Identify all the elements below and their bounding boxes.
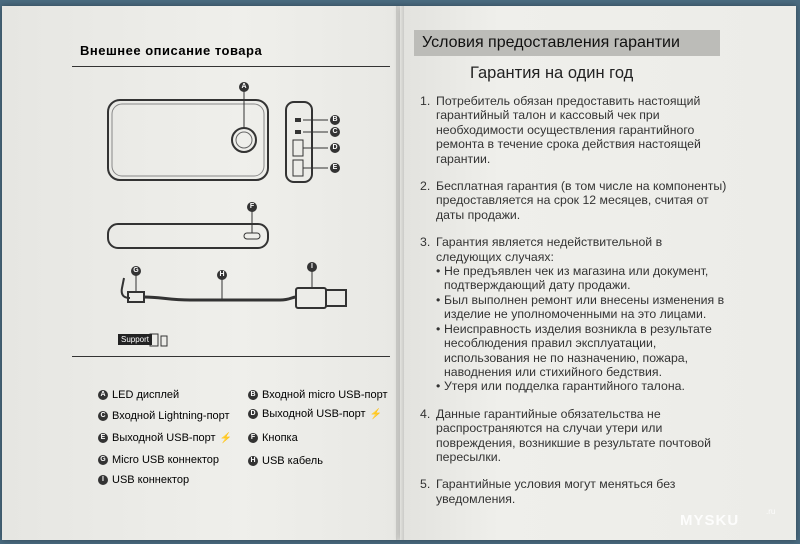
marker-d-badge: D bbox=[330, 143, 340, 153]
booklet-spine bbox=[396, 6, 404, 540]
legend-item-f: F Кнопка bbox=[248, 432, 298, 444]
warranty-title: Условия предоставления гарантии bbox=[414, 30, 720, 56]
list-item: 5. Гарантийные условия могут меняться без уведомления. bbox=[420, 477, 676, 506]
left-page-title: Внешнее описание товара bbox=[80, 43, 263, 58]
list-item: 3. Гарантия является недействительной в следующих случаях: • Не предъявлен чек из магазина или документ, подтверждающий дату продажи. • Был выполнен ремонт или внесены изменения в изделие не уполномоченными на это лицами. • Неисправность изделия возникла в результате несоблюдения правил эксплуатации, использования не по назначению, пожара, наводнения или стихийного бедствия. • Утеря или подделка гарантийного талона. bbox=[420, 235, 730, 393]
legend-item-g: G Micro USB коннектор bbox=[98, 454, 219, 466]
powerbank-side bbox=[286, 102, 312, 182]
marker-f-badge: F bbox=[247, 202, 257, 212]
marker-i-badge: I bbox=[307, 262, 317, 272]
marker-a-badge: A bbox=[239, 82, 249, 92]
legend-item-e: E Выходной USB-порт ⚡ bbox=[98, 432, 232, 444]
support-label: Support bbox=[118, 334, 152, 345]
legend-divider bbox=[72, 356, 390, 357]
legend-item-a: A LED дисплей bbox=[98, 389, 179, 401]
legend-item-h: H USB кабель bbox=[248, 455, 323, 467]
legend-item-c: C Входной Lightning-порт bbox=[98, 410, 230, 422]
bullet-item: • Неисправность изделия возникла в результате несоблюдения правил эксплуатации, использования не по назначению, пожара, наводнения или стихийного бедствия. bbox=[436, 321, 712, 379]
button-slot bbox=[244, 233, 260, 239]
product-diagram bbox=[100, 78, 360, 348]
legend-item-i: I USB коннектор bbox=[98, 474, 189, 486]
marker-g-badge: G bbox=[131, 266, 141, 276]
legend-item-b: B Входной micro USB-порт bbox=[248, 389, 388, 401]
warranty-terms-list bbox=[420, 94, 730, 519]
title-divider bbox=[72, 66, 390, 67]
usb-connector bbox=[296, 288, 326, 308]
marker-f-icon: F bbox=[248, 433, 258, 443]
marker-h-badge: H bbox=[217, 270, 227, 280]
marker-c-icon: C bbox=[98, 411, 108, 421]
legend-item-d: D Выходной USB-порт ⚡ bbox=[248, 408, 382, 420]
marker-d-icon: D bbox=[248, 409, 258, 419]
marker-g-icon: G bbox=[98, 455, 108, 465]
marker-e-icon: E bbox=[98, 433, 108, 443]
list-item: 2. Бесплатная гарантия (в том числе на компоненты) предоставляется на срок 12 месяцев, считая от даты продажи. bbox=[420, 179, 727, 222]
bullet-item: • Был выполнен ремонт или внесены изменения в изделие не уполномоченными на это лицами. bbox=[436, 292, 725, 322]
marker-a-icon: A bbox=[98, 390, 108, 400]
marker-h-icon: H bbox=[248, 456, 258, 466]
bullet-item: • Не предъявлен чек из магазина или документ, подтверждающий дату продажи. bbox=[436, 264, 709, 293]
micro-usb-connector bbox=[128, 292, 144, 302]
marker-b-icon: B bbox=[248, 390, 258, 400]
list-item: 1. Потребитель обязан предоставить настоящий гарантийный талон и кассовый чек при необходимости осуществления гарантийного ремонта в течение срока действия настоящей гарантии. bbox=[420, 94, 701, 166]
lightning-icon: ⚡ bbox=[369, 408, 383, 420]
charge-icon: ⚡ bbox=[219, 432, 233, 444]
marker-i-icon: I bbox=[98, 475, 108, 485]
marker-b-badge: B bbox=[330, 115, 340, 125]
bullet-item: • Утеря или подделка гарантийного талона. bbox=[436, 379, 685, 394]
watermark-suffix: .ru bbox=[766, 507, 776, 516]
marker-e-badge: E bbox=[330, 163, 340, 173]
marker-c-badge: C bbox=[330, 127, 340, 137]
warranty-subtitle: Гарантия на один год bbox=[470, 64, 634, 82]
list-item: 4. Данные гарантийные обязательства не распространяются на случаи утери или повреждения, возникшие в результате почтовой пересылки. bbox=[420, 406, 711, 464]
watermark: MYSKU bbox=[680, 512, 740, 529]
